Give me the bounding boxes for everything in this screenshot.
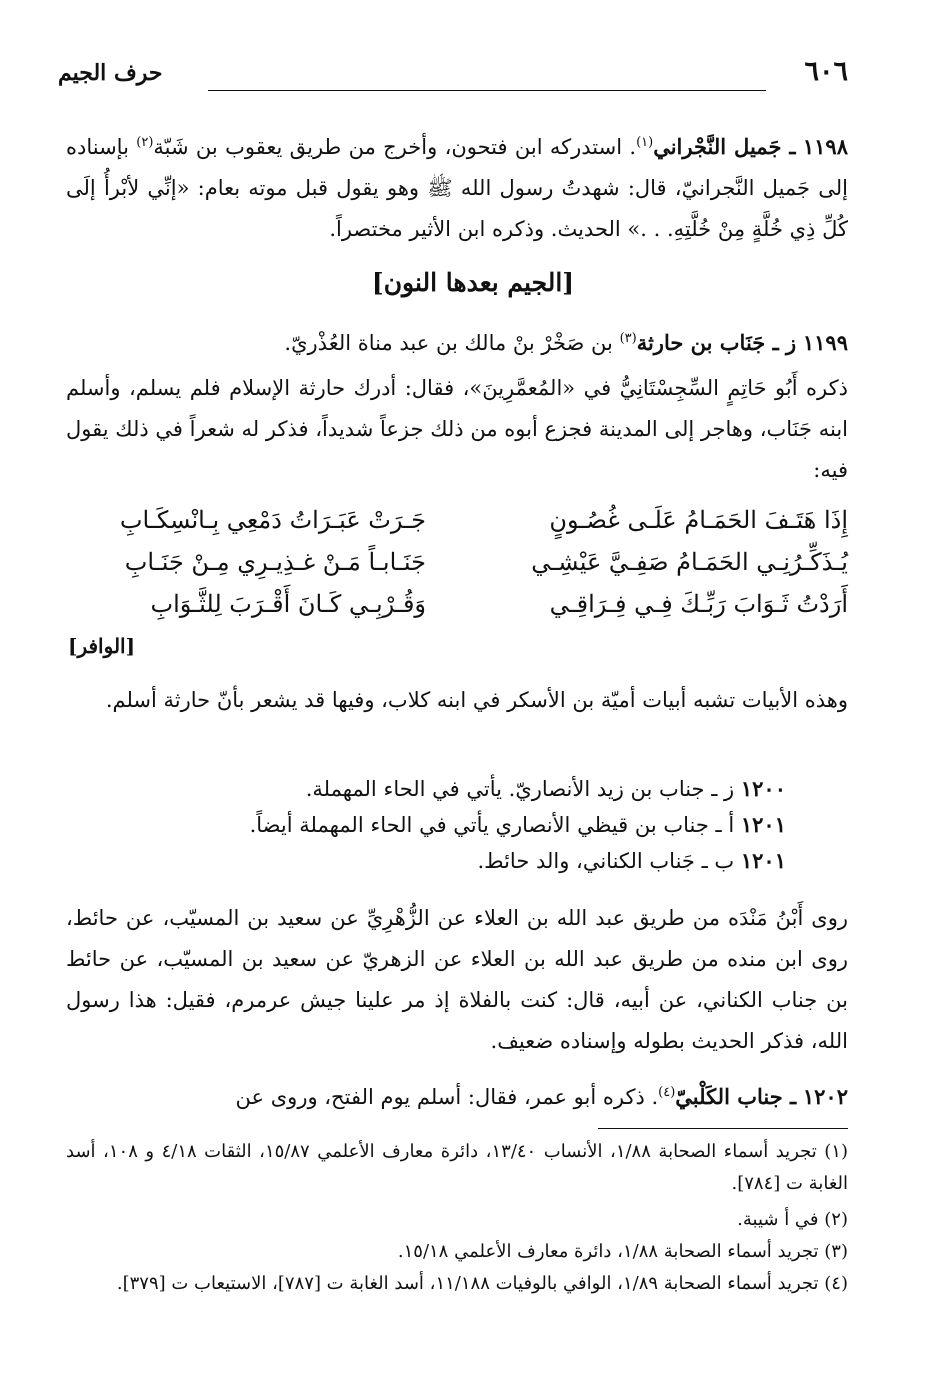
footnote-separator [598,1128,848,1129]
entry-text: ز ـ جناب بن زيد الأنصاريّ. يأتي في الحاء المهملة. [305,777,735,801]
hadith-paragraph: روى أَبْنُ مَنْدَه من طريق عبد الله بن العلاء عن الزُّهْرِيِّ عن سعيد بن المسيّب، عن حائط، روى ابن منده من طريق عبد الله بن العلاء عن الزهريّ عن سعيد بن المسيّب، عن حائط بن جناب الكناني، عن أبيه، قال: كنت بالفلاة إذ مر علينا جيش عرمرم، فقيل: هذا رسول الله، فذكر الحديث بطوله وإسناده ضعيف. [66,906,848,1053]
entry-number: ١٢٠١ [740,812,786,837]
verse-line [66,548,848,593]
entry-text: ب ـ جَناب الكناني، والد حائط. [477,849,735,873]
entry-1201b [66,844,786,878]
page-header [58,56,848,100]
entry-number: ١١٩٩ [802,330,848,355]
commentary-paragraph: وهذه الأبيات تشبه أبيات أميّة بن الأسكر في ابنه كلاب، وفيها قد يشعر بأنّ حارثة أسلم. [105,688,848,712]
footnote-ref[interactable]: (٤) [658,1085,676,1100]
page-number: ٦٠٦ [804,56,848,87]
entry-number: ١١٩٨ [802,134,848,159]
verse-line [66,590,848,635]
verse-first-hemistich: يُـذَكِّـرُنِـي الحَمَـامُ صَفِـيَّ عَيْشِـي [531,548,848,576]
entry-name: جَميل النَّجْراني [653,134,782,159]
poetic-meter: [الوافر] [68,634,136,658]
footnote-2: (٢) في أ شيبة. [737,1209,848,1230]
poem [66,506,848,656]
entry-1201a [66,808,786,842]
narrative-paragraph: ذكره أَبُو حَاتِمٍ السِّجِسْتَانِيُّ في «المُعمَّرِينَ»، فقال: أدرك حارثة الإسلام فلم يسلم، وأسلم ابنه جَنَاب، وهاجر إلى المدينة فجزع أبوه من ذلك جزعاً شديداً، فذكر له شعراً في ذلك يقول فيه: [66,376,848,482]
section-heading: [الجيم بعدها النون] [371,268,575,297]
entry-number: ١٢٠١ [740,848,786,873]
footnote-ref[interactable]: (٣) [619,331,637,346]
verse-second-hemistich: جَـرَتْ عَبَـرَاتُ دَمْعِي بِـانْسِكَـابِ [119,506,426,534]
entry-1202 [66,1072,848,1118]
footnote-1: (١) تجريد أسماء الصحابة ١/٨٨، الأنساب ١٣/٤٠، دائرة معارف الأعلمي ١٥/٨٧، الثقات ٤/١٨ و ١٠٨، أسد الغابة ت [٧٨٤]. [66,1141,848,1194]
entry-text: . استدركه ابن فتحون، وأخرج من طريق يعقوب بن شَبّة [153,135,637,159]
entry-number: ١٢٠٠ [740,776,786,801]
entry-1198: ١١٩٨ ـ جَميل النَّجْراني$^{(١)}$. استدركه ابن فتحون، وأخرج من طريق يعقوب بن شَبّة$^{(٢)}$ بإسناده إلى جَميل النَّجرانيّ، قال: شهدتُ رسول الله ﷺ وهو يقول قبل موته بعام: «إنِّي لأبْرأُ إلَى كُلِّ ذِي خُلَّةٍ مِنْ خُلَّتِهِ. . .» الحديث. وذكره ابن الأثير مختصراً. [66,134,848,241]
entry-text: أ ـ جناب بن قيظي الأنصاري يأتي في الحاء المهملة أيضاً. [249,813,735,837]
verse-first-hemistich: أَرَدْتُ ثَـوَابَ رَبِّـكَ فِـي فِـرَاقِـي [549,590,848,618]
entry-number: ١٢٠٢ [802,1084,848,1109]
entry-text: بإسناده إلى جَميل النَّجرانيّ، قال: شهدتُ رسول الله ﷺ وهو يقول قبل موته بعام: «إنِّي لأبْرأُ إلَى كُلِّ ذِي خُلَّةٍ مِنْ خُلَّتِهِ. . .» الحديث. وذكره ابن الأثير مختصراً. [66,135,848,241]
entry-text: بن صَخْرْ بنْ مالك بن عبد مناة العُذْريّ. [284,331,620,355]
entry-text: . ذكره أبو عمر، فقال: أسلم يوم الفتح، وروى عن [235,1085,659,1109]
entry-name: ز ـ جَنَاب بن حارثة [636,330,797,355]
verse-second-hemistich: جَنَـابـاً مَـنْ غـذِيـرِي مِـنْ جَنَـابِ [124,548,426,576]
running-title: حرف الجيم [58,60,163,86]
verse-second-hemistich: وَقُـرْبِـي كَـانَ أَقْـرَبَ لِلثَّـوَابِ [150,590,426,618]
footnote-ref[interactable]: (٢) [136,135,154,150]
footnote-3: (٣) تجريد أسماء الصحابة ١/٨٨، دائرة معارف الأعلمي ١٥/١٨. [397,1241,848,1262]
verse-first-hemistich: إِذَا هَتَـفَ الحَمَـامُ عَلَـى غُصُـونٍ [549,506,848,534]
entry-1199 [66,318,848,364]
header-rule [208,90,766,91]
entry-1200 [66,772,786,806]
footnote-ref[interactable]: (١) [636,135,654,150]
entry-name: ـ جناب الكَلْبيّ [675,1084,797,1109]
footnote-4: (٤) تجريد أسماء الصحابة ١/٨٩، الوافي بالوفيات ١١/١٨٨، أسد الغابة ت [٧٨٧]، الاستيعاب ت [٣٧٩]. [116,1273,848,1294]
verse-line [66,506,848,551]
